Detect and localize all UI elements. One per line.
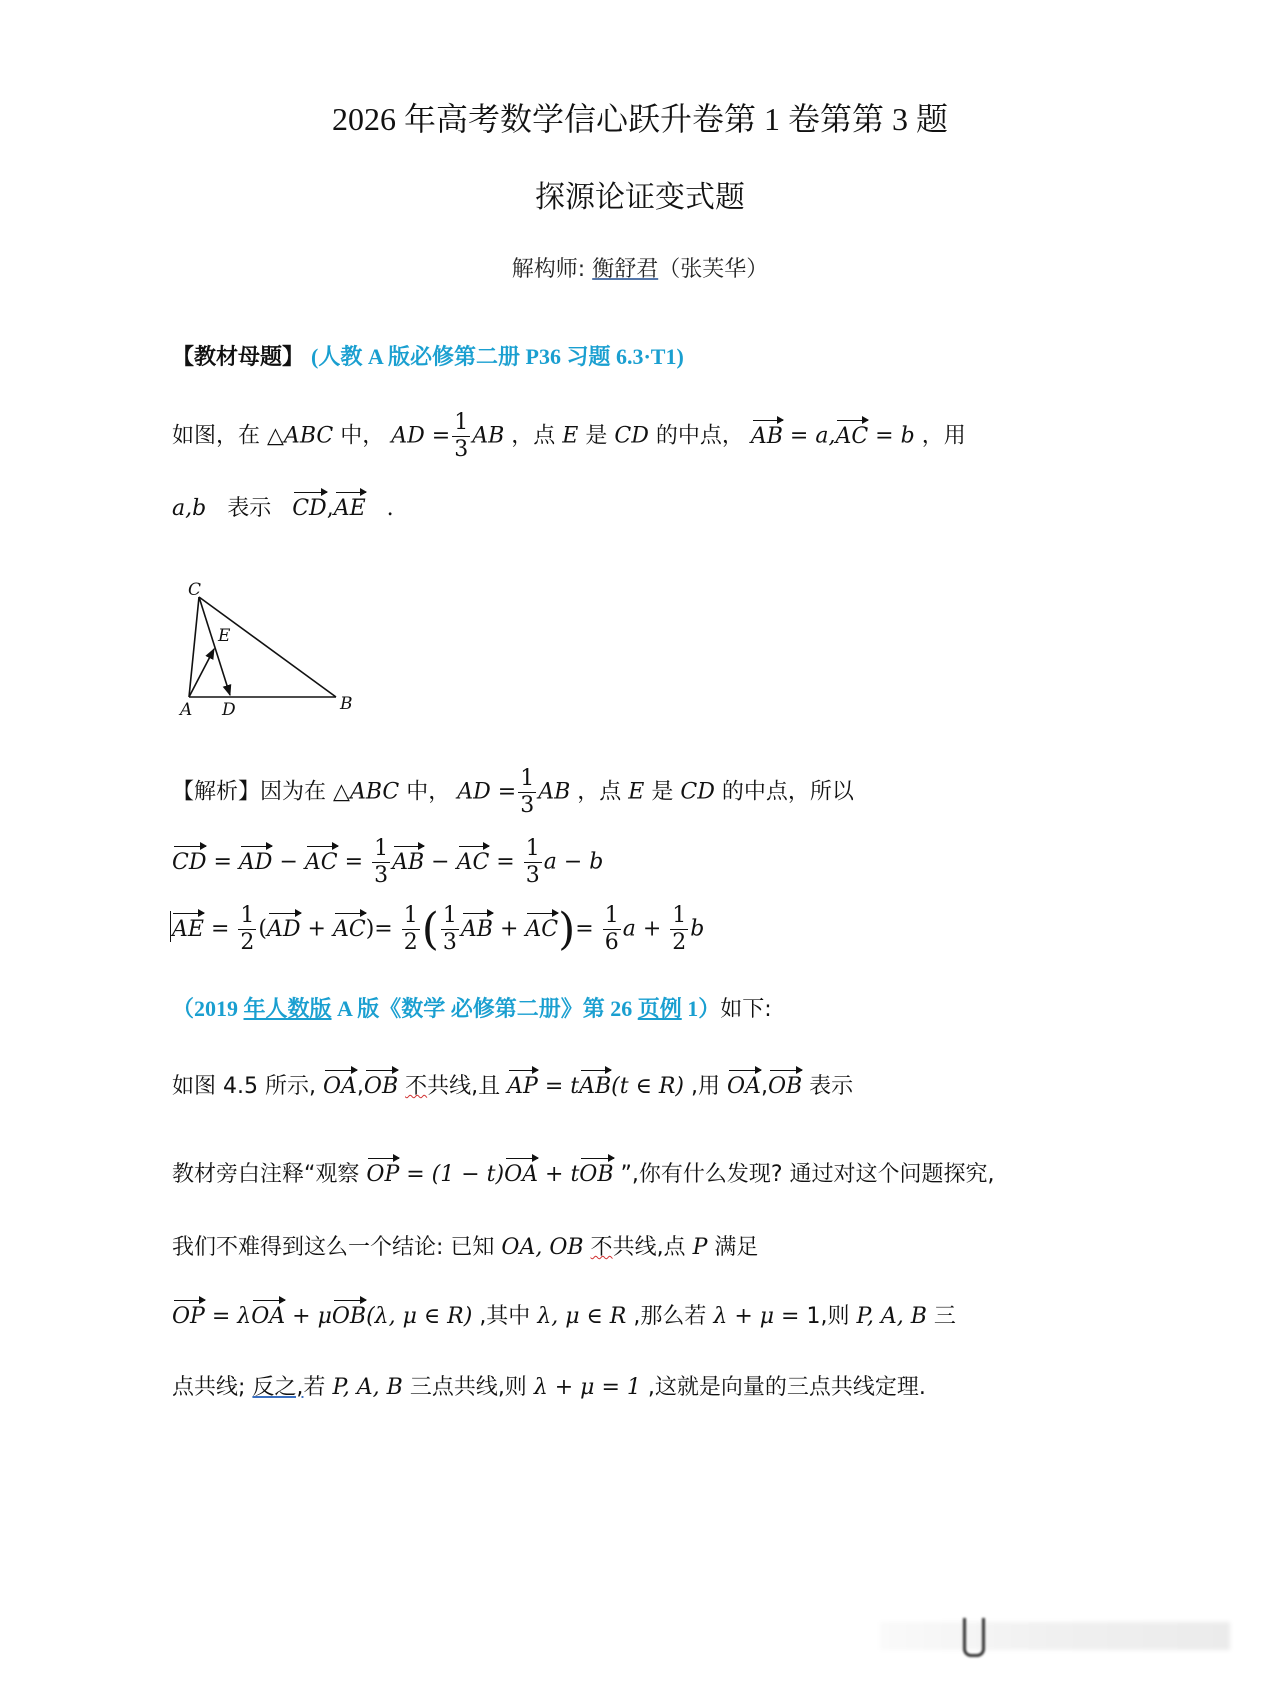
scan-artifact-glyph (963, 1618, 985, 1657)
math: ) (365, 916, 375, 942)
text: , (326, 496, 334, 521)
math: AB (538, 779, 571, 805)
text: 1,则 (806, 1304, 850, 1329)
vector: OA (727, 1068, 761, 1099)
spellcheck-flag: 不 (590, 1235, 613, 1260)
math: (λ, μ ∈ R) (366, 1304, 473, 1329)
math: = a, (782, 423, 836, 449)
spellcheck-flag: 不 (405, 1074, 428, 1099)
math: = (496, 849, 515, 875)
text: ,用 (691, 1074, 720, 1099)
vector: OB (364, 1068, 398, 1099)
author-alias: （张芙华） (658, 257, 769, 282)
vector: AC (305, 844, 338, 875)
text: 中， (406, 779, 451, 805)
text: 是 (651, 779, 674, 805)
text: , (760, 1074, 768, 1099)
math: CD (614, 423, 649, 449)
author-name: 衡舒君 (592, 257, 659, 282)
text: 如图，在 (172, 423, 261, 449)
denominator: 2 (240, 930, 255, 955)
math: λ + μ = 1 (533, 1375, 641, 1400)
example-line-2 (172, 1156, 995, 1188)
section2-source (172, 992, 772, 1023)
denominator: 3 (454, 437, 469, 462)
math: AB (472, 423, 505, 449)
text: 教材旁白注释“观察 (172, 1162, 360, 1187)
source-part (172, 996, 720, 1021)
vector: AB (579, 1068, 611, 1099)
text: ，用 (921, 423, 966, 449)
fraction (452, 412, 470, 461)
math: = (213, 849, 232, 875)
paren: ( (421, 904, 439, 955)
math: CD (680, 779, 715, 805)
numerator: 1 (240, 903, 255, 928)
fraction (372, 838, 390, 887)
page-subtitle: 探源论证变式题 (535, 180, 745, 215)
fraction (524, 838, 542, 887)
fraction (603, 905, 621, 954)
solution-tag: 【解析】 (172, 779, 261, 805)
math: + μ (285, 1304, 332, 1329)
text: . (386, 496, 394, 521)
numerator: 1 (403, 903, 418, 928)
math: P, A, B (332, 1375, 403, 1400)
math: = b (868, 423, 915, 449)
math: λ + μ = (713, 1304, 800, 1329)
text: 三点共线,则 (409, 1375, 527, 1400)
text: 共线,且 (427, 1074, 501, 1099)
fraction (518, 768, 536, 817)
text: （2019 (172, 996, 244, 1021)
vector: AP (507, 1068, 538, 1099)
math: − (279, 849, 298, 875)
solution-equation-ae (170, 904, 704, 955)
vector: OA (504, 1156, 538, 1187)
text: 年人数版 (243, 996, 332, 1021)
math: OA, OB (501, 1235, 584, 1260)
math: E (628, 779, 645, 805)
text: 的中点， (655, 423, 744, 449)
math: λ, μ ∈ R (537, 1304, 627, 1329)
text: 1） (681, 996, 721, 1021)
section-tag: 【教材母题】 (172, 345, 305, 370)
math: P, A, B (856, 1304, 927, 1329)
math: AD = (457, 779, 517, 805)
author-line (0, 252, 1280, 283)
math: (t ∈ R) (611, 1074, 684, 1099)
math: + (307, 916, 326, 942)
vector: AE (334, 490, 366, 521)
vector: AE (170, 911, 204, 942)
text: ,那么若 (633, 1304, 707, 1329)
text: 满足 (714, 1235, 759, 1260)
solution-line-1 (172, 768, 854, 817)
text: ，点 (577, 779, 622, 805)
example-line-5 (172, 1370, 926, 1401)
text: 如下: (720, 997, 772, 1022)
numerator: 1 (442, 903, 457, 928)
fraction (402, 905, 420, 954)
vector: CD (172, 844, 206, 875)
text: 三 (933, 1304, 956, 1329)
example-line-3 (172, 1230, 758, 1261)
scan-artifact (880, 1622, 1230, 1650)
math: a,b (172, 496, 207, 521)
example-line-4 (172, 1298, 956, 1330)
math: P (692, 1235, 708, 1260)
problem-line-2 (172, 490, 394, 522)
vector: AC (835, 418, 868, 449)
source-reference: (人教 A 版必修第二册 P36 习题 6.3·T1) (311, 344, 684, 369)
denominator: 3 (525, 863, 540, 888)
math: a − b (543, 849, 604, 875)
triangle-diagram (160, 570, 380, 720)
numerator: 1 (604, 903, 619, 928)
text: 是 (585, 423, 608, 449)
text: ,其中 (479, 1304, 531, 1329)
math: = (1 − t) (399, 1162, 505, 1187)
fraction (441, 905, 459, 954)
section-heading (172, 340, 684, 371)
example-line-1 (172, 1068, 853, 1100)
text: 若 (303, 1375, 326, 1400)
grammar-flag: 反之, (252, 1375, 304, 1400)
math: + t (538, 1162, 580, 1187)
vector: OA (323, 1068, 357, 1099)
numerator: 1 (520, 766, 535, 791)
text: 因为在 (260, 779, 327, 805)
text: ,这就是向量的三点共线定理. (647, 1375, 926, 1400)
math: = (210, 916, 230, 942)
math: ( (258, 916, 267, 942)
denominator: 3 (442, 930, 457, 955)
math: a + (622, 916, 662, 942)
solution-equation-cd (172, 838, 603, 887)
denominator: 2 (672, 930, 687, 955)
vector: CD (292, 490, 326, 521)
text: ，点 (511, 423, 556, 449)
vector: AB (392, 844, 424, 875)
vector: AD (239, 844, 273, 875)
text: 我们不难得到这么一个结论: 已知 (172, 1235, 495, 1260)
text: 页例 (637, 996, 682, 1021)
denominator: 3 (520, 793, 535, 818)
numerator: 1 (454, 410, 469, 435)
text: 表示 (227, 496, 272, 521)
math: = t (537, 1074, 580, 1099)
math-triangle: △ABC (333, 779, 400, 805)
math: b (690, 916, 705, 942)
denominator: 2 (403, 930, 418, 955)
vector: AD (267, 911, 301, 942)
label-D: D (222, 700, 236, 720)
problem-line-1 (172, 412, 966, 461)
math-triangle: △ABC (267, 423, 334, 449)
label-E: E (218, 626, 231, 646)
fraction (238, 905, 256, 954)
math: E (562, 423, 579, 449)
vector: AB (461, 911, 493, 942)
text: 中， (340, 423, 385, 449)
math: AD = (391, 423, 451, 449)
numerator: 1 (374, 836, 389, 861)
author-label: 解构师: (511, 257, 586, 282)
text: 点共线; (172, 1375, 246, 1400)
vector: OP (366, 1156, 399, 1187)
denominator: 6 (604, 930, 619, 955)
label-C: C (188, 580, 202, 600)
vector: AC (525, 911, 558, 942)
numerator: 1 (525, 836, 540, 861)
vector: OB (768, 1068, 802, 1099)
vector: OB (579, 1156, 613, 1187)
math: = λ (204, 1304, 252, 1329)
label-A: A (180, 700, 193, 720)
label-B: B (340, 694, 353, 714)
vector: AC (457, 844, 490, 875)
denominator: 3 (374, 863, 389, 888)
numerator: 1 (672, 903, 687, 928)
vector: OB (332, 1298, 366, 1329)
vector: AB (751, 418, 783, 449)
vector: AC (333, 911, 366, 942)
page-title: 2026 年高考数学信心跃升卷第 1 卷第第 3 题 (331, 101, 948, 137)
vector: OA (251, 1298, 285, 1329)
math: = (575, 916, 594, 942)
math: = (374, 916, 393, 942)
math: = (344, 849, 364, 875)
text: 的中点，所以 (721, 779, 854, 805)
text: ”,你有什么发现? 通过对这个问题探究, (620, 1162, 995, 1187)
text: 共线,点 (612, 1235, 686, 1260)
math: − (431, 849, 450, 875)
paren: ) (558, 904, 576, 955)
text: 表示 (809, 1074, 854, 1099)
fraction (670, 905, 688, 954)
vector: OP (172, 1298, 205, 1329)
text: A 版《数学 必修第二册》第 26 (331, 996, 638, 1021)
math: + (499, 916, 519, 942)
text: , (356, 1074, 364, 1099)
text: 如图 4.5 所示, (172, 1074, 316, 1099)
